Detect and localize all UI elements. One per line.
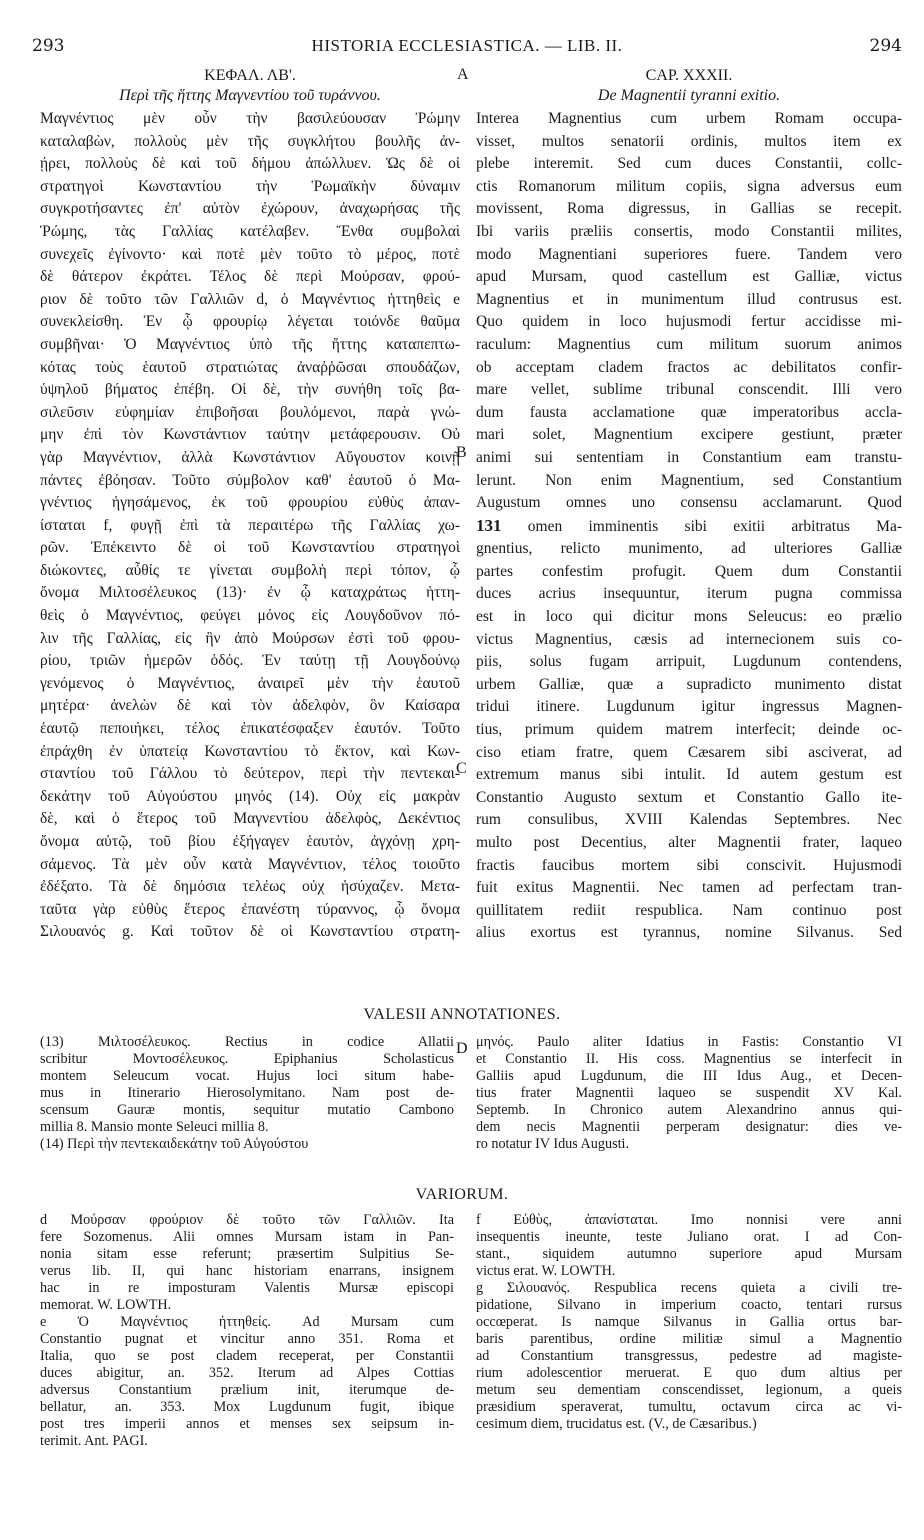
greek-text-line: ῄρει, πολλοὺς δὲ καὶ τοῦ δήμου ἀπώλλυεν. Ὡς δὲ οἱ [40,155,460,173]
latin-chapter-heading: CAP. XXXII. [645,67,733,84]
latin-text-line: duces acrius insequuntur, iterum pugna commissa [476,585,902,603]
latin-text-line-content: omen imminentis sibi exitii arbitratus Ma- [501,517,902,535]
greek-text-line: ριον δὲ τοῦτο τῶν Γαλλιῶν d, ὁ Μαγνέντιος ἡττηθεὶς e [40,290,460,308]
greek-chapter-title: Περὶ τῆς ἥττης Μαγνεντίου τοῦ τυράννου. [119,87,381,104]
variorum-left-line: Constantio pugnat et vincitur anno 351. Roma et [40,1331,454,1347]
margin-marker-a: A [457,66,469,83]
variorum-title: VARIORUM. [415,1186,509,1203]
variorum-right-line: baris parentibus, ordine militiæ simul a Magnentio [476,1331,902,1347]
margin-marker-b: B [456,444,467,461]
valesii-left-line: scensum Gauræ montis, sequitur mutatio Cambono [40,1102,454,1118]
valesii-left-line: millia 8. Mansio monte Seleuci millia 8. [40,1119,269,1135]
latin-text-line [476,515,902,539]
latin-chapter-title: De Magnentii tyranni exitio. [597,87,781,104]
latin-text-line: plebe interemit. Sed cum duces Constantii, collc- [476,155,902,173]
latin-text-line: multo post Decentius, alter Magnentii frater, laqueo [476,834,902,851]
variorum-right-line: g Σιλουανός. Respublica recens quieta a civili tre- [476,1280,902,1296]
variorum-right-line: metum seu dementiam conscendisset, legionum, a queis [476,1382,902,1398]
variorum-left-line: d Μούρσαν φρούριον δὲ τοῦτο τῶν Γαλλιῶν. Ita [40,1212,454,1228]
variorum-right-line: insequentis ineunte, teste Juliano orat. I ad Con- [476,1229,902,1245]
greek-text-line: Μαγνέντιος μὲν οὖν τὴν βασιλεύουσαν Ῥώμην [40,110,460,127]
valesii-right-line: et Constantio II. His coss. Magnentius se interfecit in [476,1051,902,1067]
greek-text-line: λιν τῆς Γαλλίας, εἰς ἣν ἀπὸ Μούρσων ἐστὶ τοῦ φρου- [40,629,460,647]
latin-text-line: Interea Magnentius cum urbem Romam occupa- [476,110,902,127]
latin-text [476,108,902,945]
valesii-right-notes [476,1034,902,1153]
latin-text-line: Constantio Augusto sextum et Constantio Gallo ite- [476,788,902,806]
valesii-right-line: Galliis apud Lugdunum, die III Idus Aug., et Decen- [476,1068,902,1084]
variorum-left-line: Italia, quo se post cladem receperat, per Constantii [40,1348,454,1364]
greek-text-line: σάμενος. Τὰ μὲν οὖν κατὰ Μαγνέντιον, τέλος τοιοῦτο [40,855,460,873]
latin-text-line: raculum: Magnentius cum militum suorum animos [476,335,902,353]
greek-text [40,108,460,944]
greek-text-line: μητέρα· ἀνελὼν δὲ καὶ τὸν ἀδελφὸν, ὃν Καίσαρα [40,697,460,715]
latin-text-line: urbem Galliæ, quæ a supradicto munimento distat [476,675,902,693]
latin-text-line: est in loco qui dicitur mons Seleucus: eo prælio [476,608,902,626]
latin-text-line: lerunt. Non enim Magnentium, sed Constantium [476,471,902,489]
variorum-right-notes [476,1212,902,1433]
greek-chapter-heading: ΚΕΦΑΛ. ΛΒ'. [204,67,296,84]
margin-marker-d: D [456,1040,468,1057]
greek-text-line: Ῥώμης, τὰς Γαλλίας κατέλαβεν. Ἔνθα συμβολαὶ [40,222,460,240]
greek-text-line: γενόμενος ὁ Μαγνέντιος, ἀναιρεῖ μὲν τὴν ἑαυτοῦ [40,674,460,692]
latin-text-line: mare vellet, sublime tribunal conscendit. Illi vero [476,381,902,399]
latin-text-line: piis, solus fugam arripuit, Lugdunum contendens, [476,653,902,671]
page-number-right: 294 [869,36,902,56]
latin-text-line: ob acceptam cladem fractos ac debilitatos confir- [476,358,902,376]
greek-text-line: συνεχεῖς ἐγίνοντο· καὶ ποτὲ μὲν τοῦτο τὸ μέρος, ποτὲ [40,245,460,263]
variorum-right-line: stant., siquidem autumno superiore apud Mursam [476,1246,902,1262]
latin-text-line: ctis Romanorum militum copiis, signa adversus eum [476,177,902,195]
variorum-left-line: adversus Constantium prælium init, iterumque de- [40,1382,454,1398]
variorum-left-line: duces abigitur, an. 352. Iterum ad Alpes Cottias [40,1365,454,1381]
latin-text-line: tridui itinere. Lugdunum igitur ingressus Magnen- [476,698,902,716]
latin-text-line: rum consulibus, XVIII Kalendas Septembres. Nec [476,811,902,829]
variorum-right-line: rium adolescentior meruerat. E quo dum altius per [476,1365,902,1381]
latin-text-line: quillitatem rediit respublica. Nam continuo post [476,901,902,919]
greek-text-line: ίσταται f, φυγῇ ἐπὶ τὰ περαιτέρω τῆς Γαλλίας χω- [40,516,460,534]
greek-text-line: γὰρ Μαγνέντιον, ἀλλὰ Κωνστάντιον Αὔγουστον κοινῇ [40,448,460,466]
latin-text-line: mari solet, Magnentium excipere gestiunt, præter [476,426,902,444]
valesii-right-line: Septemb. In Chronico autem Alexandrino annus qui- [476,1102,902,1118]
greek-text-line: διώκοντες, αὖθίς τε γίνεται συμβολὴ περὶ τόπον, ᾧ [40,561,460,579]
greek-text-line: ὄνομα Μιλτοσέλευκος (13)· ἐν ᾧ καταχράτως ἡττη- [40,584,460,602]
greek-text-line: ρῶν. Ἐπέκειντο δὲ οἱ τοῦ Κωνσταντίου στρατηγοὶ [40,539,460,557]
margin-marker-c: C [456,760,467,777]
greek-text-line: σιλεῦσιν εὐφημίαν ἐπιβοῆσαι βουλόμενοι, παρὰ γνώ- [40,403,460,421]
variorum-left-notes [40,1212,454,1450]
valesii-left-line: scribitur Μοντοσέλευκος. Epiphanius Scholasticus [40,1051,454,1067]
valesii-left-line: montem Seleucum vocat. Hujus loci situm habe- [40,1068,454,1084]
latin-text-line: Magnentius et in munimentum illud contrusus est. [476,290,902,308]
latin-column [476,66,902,945]
valesii-right-line: dem necis Magnentii perperam designatur: dies ve- [476,1119,902,1135]
latin-text-line: tius, primum quidem matrem interfecit; deinde oc- [476,721,902,739]
latin-text-line: fractis faucibus mortem sibi conscivit. Hujusmodi [476,856,902,874]
running-title: HISTORIA ECCLESIASTICA. — LIB. II. [311,36,623,55]
variorum-left-line: memorat. W. LOWTH. [40,1297,172,1313]
greek-text-line: θεὶς ὁ Μαγνέντιος, φεύγει μόνος εἰς Λουγδοῦνον πό- [40,607,460,625]
greek-text-line: ἐπράχθη ἐν ὑπατείᾳ Κωνσταντίου τὸ ἕκτον, καὶ Κων- [40,742,460,760]
greek-text-line: ρίου, τριῶν ἡμερῶν ὁδός. Ἐν ταύτῃ τῇ Λουγδούνῳ [40,652,460,670]
greek-text-line: ὑψηλοῦ βήματος ἐπέβη. Οἱ δὲ, τὴν συνήθη τοῖς βα- [40,381,460,399]
margin-page-number: 131 [476,515,502,535]
latin-text-line: gnentius, relicto munimento, ad ulteriores Galliæ [476,540,902,558]
variorum-right-line: ad Constantium transgressus, pedestre ad magiste- [476,1348,902,1364]
greek-text-line: ὄνομα αὐτῷ, τοῦ βίου ἐξήγαγεν ἑαυτὸν, ἀγχόνῃ χρη- [40,833,460,850]
greek-text-line: ἑαυτῷ πεποιήκει, τέλος ἐπικατέσφαξεν ἑαυτόν. Τοῦτο [40,720,460,738]
greek-text-line: δὲ θάτερον ἐκράτει. Τέλος δὲ περὶ Μούρσαν, φρού- [40,268,460,286]
greek-text-line: σταντίου τοῦ Γάλλου τὸ δεύτερον, περὶ τὴν πεντεκαι- [40,765,460,783]
variorum-right-line: pidatione, Silvano in imperium coacto, tentari rursus [476,1297,902,1313]
valesii-left-line: (14) Περὶ τὴν πεντεκαιδεκάτην τοῦ Αὐγούστου [40,1136,309,1152]
valesii-left-line: mus in Itinerario Hierosolymitano. Nam post de- [40,1085,454,1101]
latin-text-line: apud Mursam, quod castellum est Galliæ, victus [476,268,902,286]
latin-text-line: Augustum omnes uno consensu acclamarunt. Quod [476,494,902,512]
valesii-right-line: ro notatur IV Idus Augusti. [476,1136,630,1152]
variorum-left-line: e Ὁ Μαγνέντιος ἡττηθείς. Ad Mursam cum [40,1314,454,1330]
latin-text-line: partes confestim profugit. Quem dum Constantii [476,562,902,580]
greek-text-line: συνεκλείσθη. Ἐν ᾧ φρουρίῳ λέγεται τοιόνδε θαῦμα [40,313,460,331]
greek-text-line: στρατηγοὶ Κωνσταντίου τὴν Ῥωμαϊκὴν δύναμιν [40,177,460,195]
valesii-title: VALESII ANNOTATIONES. [363,1006,561,1023]
variorum-left-line: terimit. Ant. PAGI. [40,1433,148,1449]
valesii-right-line: tius frater Magnentii laqueo se suspendit XV Kal. [476,1085,902,1101]
latin-text-line: animi sui sententiam in Constantium eam transtu- [476,448,902,466]
greek-text-line: ταῦτα γὰρ εὐθὺς ἕτερος ἐπανέστη τύραννος, ᾧ ὄνομα [40,900,460,918]
variorum-left-line: fere Sozomenus. Alii omnes Mursam istam in Pan- [40,1229,454,1245]
greek-text-line: δὲ, καὶ ὁ ἕτερος τοῦ Μαγνεντίου ἀδελφὸς, Δεκέντιος [40,810,460,828]
latin-text-line: movissent, Roma digressus, in Gallias se recepit. [476,200,902,218]
variorum-left-line: verus lib. II, qui hanc historiam enarrans, insignem [40,1263,454,1279]
page-number-left: 293 [32,36,65,56]
greek-text-line: κότας τοὺς ἑαυτοῦ στρατιώτας ἀναῤῥῶσαι σπουδάζων, [40,358,460,376]
greek-text-line: καταλαβὼν, πολλοὺς μὲν τῆς συγκλήτου βουλῆς ἀν- [40,132,460,150]
greek-text-line: γνέντιος ἡγησάμενος, ἐκ τοῦ φρουρίου εὐθὺς ἀπαν- [40,494,460,512]
variorum-right-line: victus erat. W. LOWTH. [476,1263,616,1279]
variorum-left-line: nonia sitam esse referunt; præsertim Sulpitius Se- [40,1246,454,1262]
latin-text-line: modo Magnentiani superiores fuere. Tandem vero [476,245,902,263]
valesii-right-line: μηνός. Paulo aliter Idatius in Fastis: Constantio VI [476,1034,902,1050]
variorum-left-line: post tres imperii annos et menses sex seipsum in- [40,1416,454,1432]
greek-text-line: Σιλουανός g. Καὶ τοῦτον δὲ οἱ Κωνσταντίου στρατη- [40,923,460,941]
latin-text-line: ciso etiam fratre, quem Cæsarem sibi asciverat, ad [476,743,902,761]
greek-text-line: ἐδέξατο. Τὰ δὲ δημόσια τελέως οὐχ ἡσύχαζεν. Μετα- [40,878,460,896]
latin-text-line: visset, multos senatorii ordinis, multos item ex [476,132,902,150]
variorum-right-line: cesimum diem, trucidatus est. (V., de Cæsaribus.) [476,1416,757,1432]
variorum-left-line: bellatur, an. 353. Mox Lugdunum fugit, ibique [40,1399,454,1415]
variorum-right-line: f Εὐθὺς, ἀπανίσταται. Imo nonnisi vere anni [476,1212,902,1228]
valesii-left-line: (13) Μιλτοσέλευκος. Rectius in codice Allatii [40,1034,454,1050]
latin-text-line: dum fausta acclamatione quæ imperatoribus accla- [476,403,902,421]
greek-column [40,66,460,944]
greek-text-line: συμβῆναι· Ὁ Μαγνέντιος ὑπὸ τῆς ἥττης καταπεπτω- [40,335,460,353]
latin-text-line: extremum manus sibi intulit. Id autem gestum est [476,766,902,784]
variorum-right-line: præsidium speraverat, tumultu, octavum circa ac vi- [476,1399,902,1415]
latin-text-line: alius exortus est tyrannus, nomine Silvanus. Sed [476,924,902,942]
running-head [32,36,902,60]
greek-text-line: δεκάτην τοῦ Αὐγούστου μηνός (14). Οὐχ εἰς μακρὰν [40,787,460,805]
latin-text-line: Ibi variis præliis consertis, modo Constantii milites, [476,222,902,240]
latin-text-line: victus Magnentius, cæsis ad internecionem suis co- [476,630,902,648]
greek-text-line: πάντες ἐβόησαν. Τοῦτο σύμβολον καθ' ἑαυτοῦ ὁ Μα- [40,471,460,489]
latin-text-line: Quo quidem in loco hujusmodi fertur accidisse mi- [476,313,902,331]
greek-text-line: συγκροτήσαντες ἐπ' αὐτὸν ἐχώρουν, ἀναχωρήσας τῆς [40,200,460,218]
valesii-left-notes [40,1034,454,1153]
latin-text-line: fuit exitus Magnentii. Nec tamen ad perfectam tran- [476,879,902,897]
greek-text-line: μην ἐπὶ τὸν Κωνστάντιον ταύτην μετάφερουσιν. Οὐ [40,426,460,444]
variorum-right-line: occœperat. Is namque Silvanus in Gallia ortus bar- [476,1314,902,1330]
variorum-left-line: hac in re imposturam Valentis Mursæ episcopi [40,1280,454,1296]
